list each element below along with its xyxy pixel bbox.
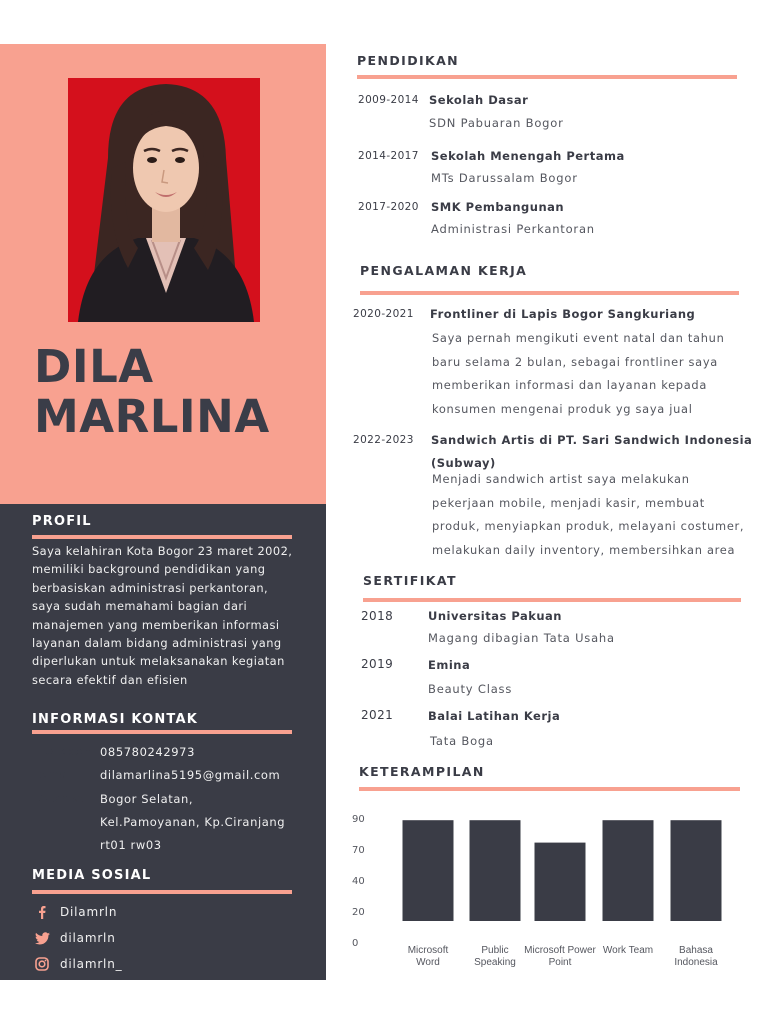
y-tick-label: 90 xyxy=(352,814,365,825)
social-instagram[interactable] xyxy=(34,955,122,973)
facebook-handle: Dilamrln xyxy=(60,905,118,919)
address-line-1: Bogor Selatan, xyxy=(100,792,194,806)
x-category-label: Speaking xyxy=(474,957,516,968)
y-tick-label: 0 xyxy=(352,938,359,949)
skill-bar xyxy=(603,820,654,921)
x-category-label: Microsoft Power xyxy=(524,945,596,956)
y-tick-label: 70 xyxy=(352,845,365,856)
description-line: Menjadi sandwich artist saya melakukan xyxy=(432,472,690,486)
experience-heading: PENGALAMAN KERJA xyxy=(360,263,528,278)
skill-bar xyxy=(403,820,454,921)
profile-divider xyxy=(32,535,292,539)
profile-heading: PROFIL xyxy=(32,514,92,529)
x-category-label: Work Team xyxy=(602,945,654,956)
education-divider xyxy=(357,75,737,79)
skills-heading: KETERAMPILAN xyxy=(359,764,485,779)
name-line-2: MARLINA xyxy=(34,390,270,443)
certificate-title: Balai Latihan Kerja xyxy=(428,709,561,723)
description-line: baru selama 2 bulan, sebagai frontliner saya xyxy=(432,354,718,369)
education-place: SDN Pabuaran Bogor xyxy=(429,116,564,130)
social-heading: MEDIA SOSIAL xyxy=(32,868,152,883)
email-label: email xyxy=(39,768,76,781)
x-category-label: Indonesia xyxy=(674,957,718,968)
experience-years: 2022-2023 xyxy=(353,434,414,446)
experience-divider xyxy=(360,291,739,295)
certificate-year: 2019 xyxy=(361,657,394,671)
education-years: 2014-2017 xyxy=(358,150,419,162)
description-line: Saya pernah mengikuti event natal dan tahun xyxy=(432,331,725,345)
full-name xyxy=(34,342,270,442)
certificate-description: Tata Boga xyxy=(430,734,494,748)
social-divider xyxy=(32,890,292,894)
skills-bar-chart xyxy=(340,800,740,975)
description-line: konsumen mengenai produk yg saya jual xyxy=(432,401,693,416)
education-title: SMK Pembangunan xyxy=(431,200,565,214)
education-years: 2017-2020 xyxy=(358,201,419,213)
education-years: 2009-2014 xyxy=(358,94,419,106)
social-twitter[interactable] xyxy=(34,929,116,947)
education-title: Sekolah Menengah Pertama xyxy=(431,149,625,163)
twitter-handle: dilamrln xyxy=(60,931,116,945)
education-place: Administrasi Perkantoran xyxy=(431,222,595,236)
address-label: Alamat xyxy=(39,792,87,805)
x-category-label: Public xyxy=(481,945,509,956)
twitter-icon xyxy=(34,930,50,946)
certificate-description: Magang dibagian Tata Usaha xyxy=(428,631,615,645)
skill-bar xyxy=(470,820,521,921)
profile-text: Saya kelahiran Kota Bogor 23 maret 2002, memiliki background pendidikan yang berbasiskan administrasi perkantoran, saya sudah memahami bagian dari manajemen yang memberikan informasi layanan dalam bidang administrasi yang diperlukan untuk melaksanakan kegiatan secara efektif dan efisien xyxy=(32,544,293,687)
experience-title: Frontliner di Lapis Bogor Sangkuriang xyxy=(430,307,696,321)
address-line-3: rt01 rw03 xyxy=(100,838,162,852)
experience-title: Sandwich Artis di PT. Sari Sandwich Indonesia xyxy=(431,433,753,447)
education-title: Sekolah Dasar xyxy=(429,93,529,107)
certificate-title: Emina xyxy=(428,658,471,672)
description-line: memberikan informasi dan layanan kepada xyxy=(432,378,708,392)
email-value: dilamarlina5195@gmail.com xyxy=(100,768,281,782)
x-category-label: Bahasa xyxy=(679,945,713,956)
skill-bar xyxy=(671,820,722,921)
experience-description xyxy=(432,468,748,562)
contact-divider xyxy=(32,730,292,734)
profile-photo xyxy=(68,78,260,322)
certificates-heading: SERTIFIKAT xyxy=(363,573,457,588)
y-tick-label: 20 xyxy=(352,907,365,918)
y-tick-label: 40 xyxy=(352,876,365,887)
skills-divider xyxy=(359,787,740,791)
facebook-icon xyxy=(34,904,50,920)
certificate-year: 2021 xyxy=(361,708,394,722)
experience-description xyxy=(432,327,748,421)
description-line: pekerjaan mobile, menjadi kasir, membuat xyxy=(432,495,705,510)
address-line-2: Kel.Pamoyanan, Kp.Ciranjang xyxy=(100,815,286,829)
name-line-1: DILA xyxy=(34,340,154,393)
contact-heading: INFORMASI KONTAK xyxy=(32,712,198,727)
instagram-handle: dilamrln_ xyxy=(60,957,123,971)
phone-value: 085780242973 xyxy=(100,745,195,759)
experience-title-continued: (Subway) xyxy=(431,456,496,470)
experience-years: 2020-2021 xyxy=(353,308,414,320)
phone-label: Telepon xyxy=(39,745,92,758)
x-category-label: Point xyxy=(548,957,572,968)
certificates-divider xyxy=(363,598,741,602)
description-line: produk, menyiapkan produk, melayani costumer, xyxy=(432,519,745,533)
certificate-year: 2018 xyxy=(361,609,394,623)
instagram-icon xyxy=(34,956,50,972)
education-place: MTs Darussalam Bogor xyxy=(431,171,578,185)
x-category-label: Microsoft xyxy=(407,945,449,956)
certificate-description: Beauty Class xyxy=(428,682,513,696)
description-line: melakukan daily inventory, membersihkan area xyxy=(432,542,736,557)
x-category-label: Word xyxy=(416,957,440,968)
education-heading: PENDIDIKAN xyxy=(357,53,460,68)
skill-bar xyxy=(535,843,586,921)
social-facebook[interactable] xyxy=(34,903,117,921)
certificate-title: Universitas Pakuan xyxy=(428,609,562,623)
